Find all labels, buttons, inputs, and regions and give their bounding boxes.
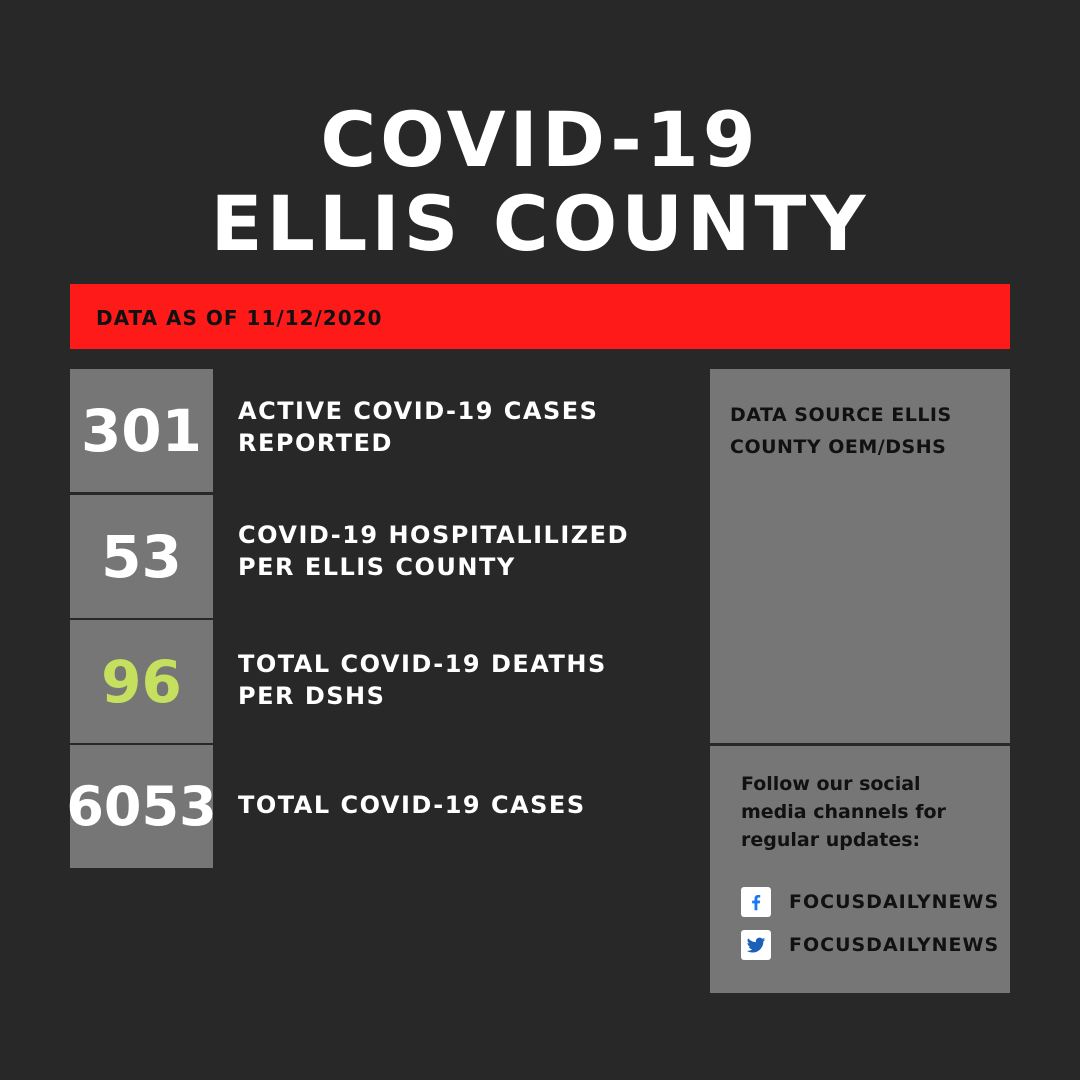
facebook-link[interactable] bbox=[741, 887, 999, 917]
active-cases-value: 301 bbox=[70, 369, 213, 492]
date-banner bbox=[70, 284, 1010, 349]
hospitalized-label-line1: COVID-19 HOSPITALILIZED bbox=[238, 521, 629, 549]
total-cases-label-line1: TOTAL COVID-19 CASES bbox=[238, 791, 586, 819]
social-panel bbox=[710, 746, 1010, 993]
follow-line2: media channels for bbox=[741, 801, 946, 823]
follow-text bbox=[741, 770, 946, 854]
active-cases-label-line1: ACTIVE COVID-19 CASES bbox=[238, 397, 599, 425]
page-title-line1: COVID-19 bbox=[320, 95, 760, 184]
hospitalized-value: 53 bbox=[70, 495, 213, 618]
data-source-panel bbox=[710, 369, 1010, 743]
facebook-icon bbox=[741, 887, 771, 917]
active-cases-label bbox=[238, 395, 598, 459]
active-cases-label-line2: REPORTED bbox=[238, 429, 393, 457]
twitter-icon bbox=[741, 930, 771, 960]
date-banner-text: DATA AS OF 11/12/2020 bbox=[96, 306, 383, 330]
total-cases-label bbox=[238, 789, 586, 821]
hospitalized-label-line2: PER ELLIS COUNTY bbox=[238, 553, 516, 581]
facebook-handle[interactable]: FOCUSDAILYNEWS bbox=[789, 891, 1000, 913]
follow-line3: regular updates: bbox=[741, 829, 921, 851]
twitter-handle[interactable]: FOCUSDAILYNEWS bbox=[789, 934, 1000, 956]
deaths-label-line1: TOTAL COVID-19 DEATHS bbox=[238, 650, 607, 678]
total-cases-value: 6053 bbox=[70, 745, 213, 868]
twitter-link[interactable] bbox=[741, 930, 999, 960]
deaths-label-line2: PER DSHS bbox=[238, 682, 386, 710]
deaths-label bbox=[238, 648, 607, 712]
page-title-line2: ELLIS COUNTY bbox=[210, 179, 870, 268]
follow-line1: Follow our social bbox=[741, 773, 921, 795]
data-source-line1: DATA SOURCE ELLIS bbox=[730, 404, 952, 426]
hospitalized-label bbox=[238, 519, 629, 583]
data-source-text bbox=[730, 399, 952, 463]
deaths-value: 96 bbox=[70, 620, 213, 743]
data-source-line2: COUNTY OEM/DSHS bbox=[730, 436, 947, 458]
